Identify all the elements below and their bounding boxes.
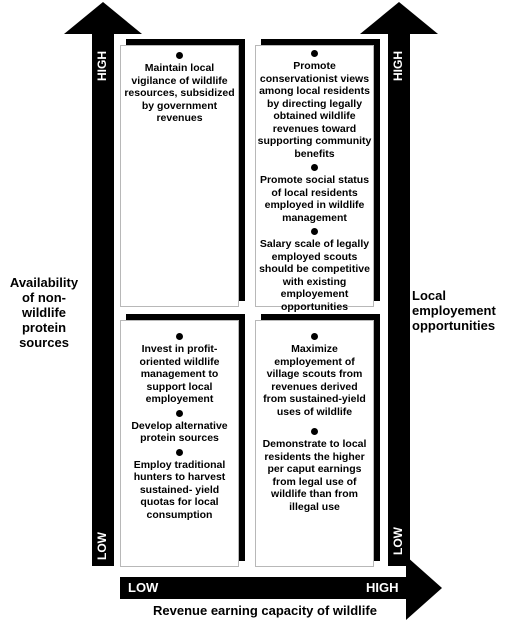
right-axis-high-label: HIGH (391, 51, 405, 81)
strategy-item (256, 333, 373, 418)
bottom-axis-high-label: HIGH (366, 580, 399, 595)
quadrant-items (121, 52, 238, 129)
bullet-icon (311, 50, 318, 57)
bullet-icon (311, 228, 318, 235)
quadrant-bottom-left (120, 320, 239, 567)
strategy-item (121, 410, 238, 445)
right-axis-arrowhead (360, 2, 438, 34)
strategy-item (121, 449, 238, 522)
strategy-item (121, 52, 238, 125)
right-axis-low-label: LOW (391, 527, 405, 555)
strategy-text: Salary scale of legally employed scouts should be competitive with existing employement opportunities (259, 238, 370, 313)
quadrant-items (121, 333, 238, 525)
bullet-icon (311, 164, 318, 171)
bullet-icon (311, 333, 318, 340)
strategy-item (256, 228, 373, 313)
strategy-item (256, 50, 373, 160)
strategy-text: Maintain local vigilance of wildlife resources, subsidized by government revenues (124, 62, 235, 124)
left-axis-low-label: LOW (95, 532, 109, 560)
strategy-item (256, 428, 373, 513)
strategy-item (121, 333, 238, 406)
strategy-text: Develop alternative protein sources (131, 419, 228, 444)
left-axis-title: Availability of non-wildlife protein sources (9, 275, 79, 350)
bullet-icon (311, 428, 318, 435)
bullet-icon (176, 52, 183, 59)
right-axis-shaft (388, 30, 410, 566)
strategy-text: Promote social status of local residents employed in wildlife management (259, 174, 370, 224)
left-axis-high-label: HIGH (95, 51, 109, 81)
left-axis-arrowhead (64, 2, 142, 34)
strategy-text: Promote conservationist views among local residents by directing legally obtained wildlife revenues toward supporting community benefits (257, 60, 372, 160)
quadrant-items (256, 50, 373, 317)
strategy-item (256, 164, 373, 224)
quadrant-bottom-right (255, 320, 374, 567)
quadrant-items (256, 333, 373, 517)
strategy-text: Employ traditional hunters to harvest sustained- yield quotas for local consumption (133, 458, 226, 521)
bottom-axis-arrowhead (406, 556, 442, 620)
bullet-icon (176, 333, 183, 340)
strategy-text: Invest in profit-oriented wildlife management to support local employement (139, 343, 220, 405)
bullet-icon (176, 449, 183, 456)
left-axis-shaft (92, 30, 114, 566)
quadrant-top-left (120, 45, 239, 307)
bottom-axis-title: Revenue earning capacity of wildlife (153, 603, 377, 618)
quadrant-top-right (255, 45, 374, 313)
strategy-text: Maximize employement of village scouts from revenues derived from sustained-yield uses of wildlife (263, 343, 366, 418)
bullet-icon (176, 410, 183, 417)
strategy-text: Demonstrate to local residents the higher per caput earnings from legal use of wildlife than from illegal use (262, 438, 367, 513)
bottom-axis-low-label: LOW (128, 580, 159, 595)
right-axis-title: Local employement opportunities (412, 288, 496, 333)
